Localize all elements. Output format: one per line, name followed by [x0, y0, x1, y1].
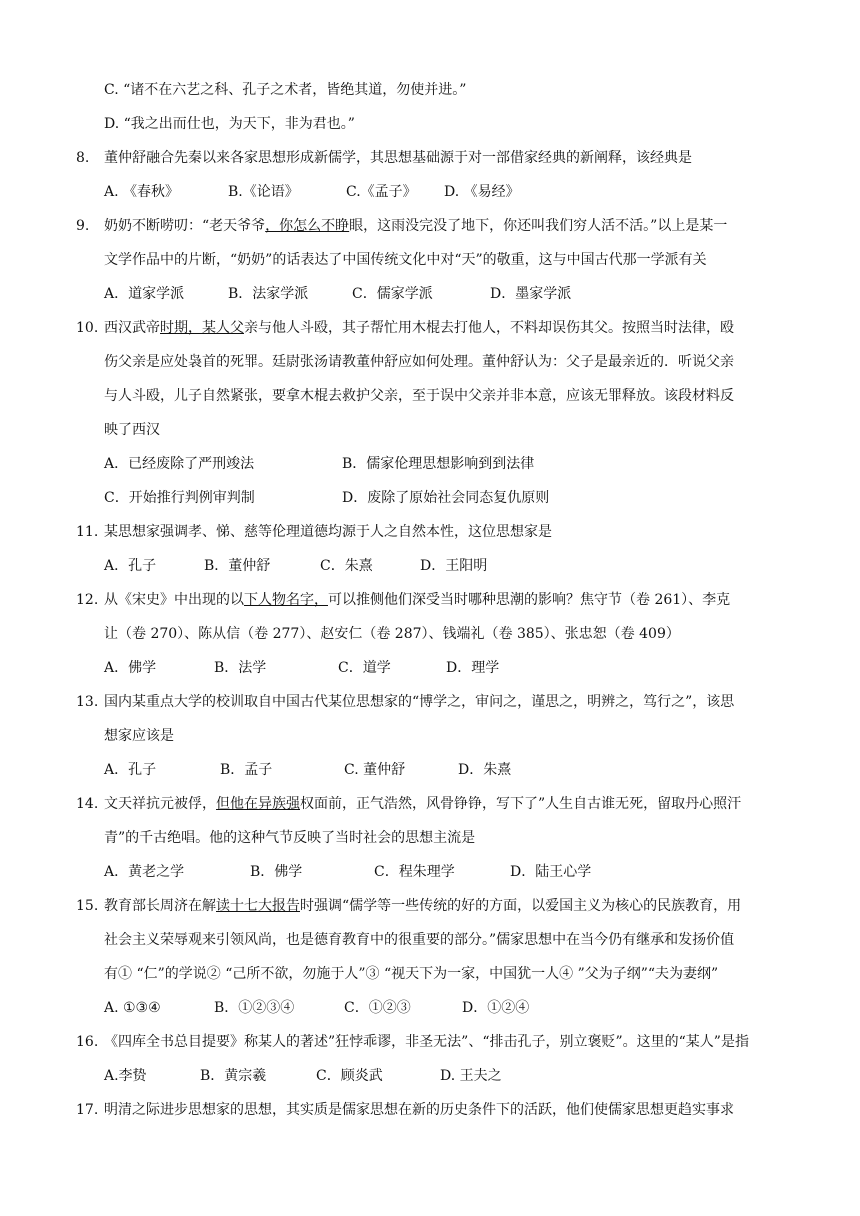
q13-options [104, 760, 511, 780]
option-d: D．废除了原始社会同态复仇原则 [342, 490, 550, 506]
option-c: C．①②③ [344, 1000, 411, 1016]
option-c: C.《孟子》 [346, 184, 417, 200]
question-text: 教育部长周济在解 [104, 898, 216, 914]
option-b: B．法学 [214, 660, 267, 676]
q7-option-c: C. “诸不在六艺之科、孔子之术者，皆绝其道，勿使并进。” [104, 82, 467, 98]
option-a: A.李贽 [104, 1068, 147, 1084]
option-d: D. 王夫之 [440, 1068, 502, 1084]
option-c: C．程朱理学 [374, 864, 455, 880]
question-number: 16. [76, 1034, 99, 1050]
question-number: 17. [76, 1102, 99, 1118]
option-a: A．孔子 [104, 762, 157, 778]
option-a: A．道家学派 [104, 286, 185, 302]
option-d: D．陆王心学 [510, 864, 592, 880]
question-text: 亲与他人斗殴，其子帮忙用木棍去打他人，不料却误伤其父。按照当时法律，殴 [244, 320, 734, 336]
question-text: 奶奶不断唠叨：“老天爷爷 [104, 218, 266, 234]
question-text: 从《宋史》中出现的以 [104, 592, 244, 608]
option-b: B.《论语》 [228, 184, 299, 200]
question-15-cont: 社会主义荣辱观来引领风尚，也是德育教育中的很重要的部分。”儒家思想中在当今仍有继承和发扬价值 [104, 932, 735, 948]
question-text: 西汉武帝 [104, 320, 160, 336]
question-number: 15. [76, 898, 99, 914]
question-14-cont: 青”的千古绝唱。他的这种气节反映了当时社会的思想主流是 [104, 830, 476, 846]
question-number: 11. [76, 524, 99, 540]
option-d: D．理学 [446, 660, 500, 676]
question-10-cont: 伤父亲是应处袅首的死罪。廷尉张汤请教董仲舒应如何处理。董仲舒认为：父子是最亲近的．听说父亲 [104, 354, 734, 370]
question-8 [76, 148, 692, 168]
question-12-cont: 让（卷 270）、陈从信（卷 277）、赵安仁（卷 287）、钱端礼（卷 385）、张忠恕（卷 409） [104, 626, 680, 642]
question-text: 文天祥抗元被俘， [104, 796, 216, 812]
option-d: D．王阳明 [420, 558, 488, 574]
question-15-cont: 有① “仁”的学说② “己所不欲，勿施于人”③ “视天下为一家，中国犹一人④ ”父为子纲”“夫为妻纲” [104, 966, 719, 982]
option-d: D. 《易经》 [444, 184, 520, 200]
question-10 [76, 318, 734, 338]
question-13 [76, 692, 734, 712]
q8-options [104, 182, 520, 202]
option-a: A．孔子 [104, 558, 157, 574]
option-a: A．佛学 [104, 660, 157, 676]
question-16 [76, 1032, 749, 1052]
question-text: 董仲舒融合先秦以来各家思想形成新儒学，其思想基础源于对一部借家经典的新阐释，该经典是 [104, 150, 692, 166]
question-10-cont: 与人斗殴，儿子自然紧张，要拿木棍去救护父亲，至于误中父亲并非本意，应该无罪释放。该段材料反 [104, 388, 734, 404]
underlined-text: 下人物名字， [244, 592, 328, 608]
question-number: 9. [76, 218, 90, 234]
underlined-text: 但他在异族强 [216, 796, 300, 812]
q11-options [104, 556, 487, 576]
q7-option-d: D. “我之出而仕也，为天下，非为君也。” [104, 116, 355, 132]
question-15 [76, 896, 741, 916]
question-10-cont: 映了西汉 [104, 422, 160, 438]
option-d: D．朱熹 [458, 762, 512, 778]
option-d: D．①②④ [462, 1000, 530, 1016]
q10-options-ab [104, 454, 534, 474]
option-a: A. 《春秋》 [104, 184, 180, 200]
option-d: D．墨家学派 [490, 286, 572, 302]
question-number: 14. [76, 796, 99, 812]
question-number: 10. [76, 320, 99, 336]
q15-options [104, 998, 529, 1018]
question-number: 13. [76, 694, 99, 710]
question-text: 明清之际进步思想家的思想，其实质是儒家思想在新的历史条件下的活跃，他们使儒家思想更趋实事求 [104, 1102, 734, 1118]
underlined-text: ，你怎么不睁 [265, 218, 350, 234]
question-text: 权面前，正气浩然，风骨铮铮，写下了”人生自古谁无死，留取丹心照汗 [300, 796, 742, 812]
option-c: C．朱熹 [320, 558, 373, 574]
question-14 [76, 794, 741, 814]
question-9-cont: 文学作品中的片断，“奶奶”的话表达了中国传统文化中对“天”的敬重，这与中国古代那一学派有关 [104, 252, 707, 268]
option-a: A．黄老之学 [104, 864, 185, 880]
q9-options [104, 284, 571, 304]
option-b: B．佛学 [250, 864, 303, 880]
option-b: B．董仲舒 [204, 558, 271, 574]
question-9 [76, 216, 727, 236]
question-11 [76, 522, 552, 542]
option-c: C．开始推行判例审判制 [104, 490, 255, 506]
question-13-cont: 想家应该是 [104, 728, 174, 744]
underlined-text: 时期，某人父 [160, 320, 244, 336]
q14-options [104, 862, 591, 882]
q10-options-cd [104, 488, 549, 508]
question-text: 可以推侧他们深受当时哪种思潮的影响？焦守节（卷 261）、李克 [328, 592, 731, 608]
question-17 [76, 1100, 734, 1120]
question-number: 8. [76, 150, 90, 166]
question-text: 《四库全书总目提要》称某人的著述”狂悖乖谬，非圣无法”、“排击孔子，别立褒贬”。这里的“某人”是指 [104, 1034, 749, 1050]
option-c: C．道学 [338, 660, 391, 676]
option-c: C．顾炎武 [316, 1068, 383, 1084]
option-b: B．黄宗羲 [200, 1068, 267, 1084]
option-a: A. ①③④ [104, 1000, 161, 1016]
q16-options [104, 1066, 502, 1086]
option-b: B．儒家伦理思想影响到到法律 [342, 456, 535, 472]
underlined-text: 读十七大报告 [216, 898, 300, 914]
option-b: B．孟子 [220, 762, 273, 778]
question-text: 国内某重点大学的校训取自中国古代某位思想家的“博学之，审问之，谨思之，明辨之，笃行之”，该思 [104, 694, 735, 710]
option-c: C. 董仲舒 [344, 762, 406, 778]
option-c: C．儒家学派 [352, 286, 433, 302]
question-text: 时强调“儒学等一些传统的好的方面，以爱国主义为核心的民族教育，用 [300, 898, 742, 914]
option-a: A．已经废除了严刑竣法 [104, 456, 255, 472]
question-number: 12. [76, 592, 99, 608]
question-text: 某思想家强调孝、悌、慈等伦理道德均源于人之自然本性，这位思想家是 [104, 524, 552, 540]
option-b: B．①②③④ [214, 1000, 295, 1016]
question-text: 眼，这雨没完没了地下，你还叫我们穷人活不活。”以上是某一 [349, 218, 728, 234]
option-b: B．法家学派 [228, 286, 309, 302]
q12-options [104, 658, 499, 678]
question-12 [76, 590, 730, 610]
